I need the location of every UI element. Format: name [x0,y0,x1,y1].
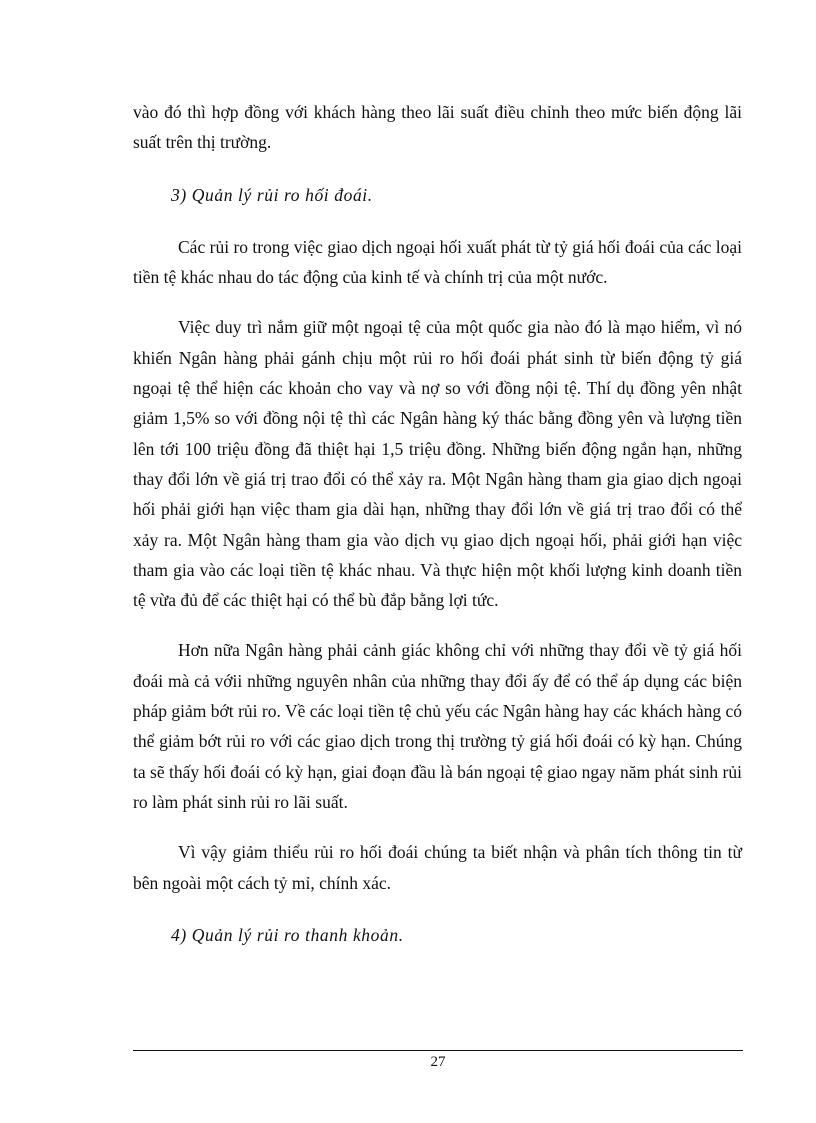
page-body [133,97,742,950]
paragraph-vigilance: Hơn nữa Ngân hàng phải cảnh giác không chỉ với những thay đổi về tỷ giá hối đoái mà cả vớii những nguyên nhân của những thay đổi ấy để có thể áp dụng các biện pháp giảm bớt rủi ro. Về các loại tiền tệ chủ yếu các Ngân hàng hay các khách hàng có thể giảm bớt rủi ro với các giao dịch trong thị trường tỷ giá hối đoái có kỳ hạn. Chúng ta sẽ thấy hối đoái có kỳ hạn, giai đoạn đầu là bán ngoại tệ giao ngay năm phát sinh rủi ro làm phát sinh rủi ro lãi suất. [133,640,742,812]
paragraph-foreign-currency: Việc duy trì nắm giữ một ngoại tệ của một quốc gia nào đó là mạo hiểm, vì nó khiến Ngân hàng phải gánh chịu một rủi ro hối đoái phát sinh từ biến động tỷ giá ngoại tệ thể hiện các khoản cho vay và nợ so với đồng nội tệ. Thí dụ đồng yên nhật giảm 1,5% so với đồng nội tệ thì các Ngân hàng ký thác bằng đồng yên và lượng tiền lên tới 100 triệu đồng đã thiệt hại 1,5 triệu đồng. Những biến động ngắn hạn, những thay đổi lớn về giá trị trao đổi có thể xảy ra. Một Ngân hàng tham gia giao dịch ngoại hối phải giới hạn việc tham gia dài hạn, những thay đổi lớn về giá trị trao đổi có thể xảy ra. Một Ngân hàng tham gia vào dịch vụ giao dịch ngoại hối, phải giới hạn việc tham gia vào các loại tiền tệ khác nhau. Và thực hiện một khối lượng kinh doanh tiền tệ vừa đủ để các thiệt hại có thể bù đắp bằng lợi tức. [133,317,742,611]
spacer [133,898,742,920]
page-number: 27 [430,1054,446,1070]
section-heading-3: 3) Quản lý rủi ro hối đoái. [171,184,373,205]
spacer [133,615,742,635]
section-heading-4: 4) Quản lý rủi ro thanh khoản. [171,924,404,945]
footer-divider [133,1050,743,1051]
spacer [133,817,742,837]
spacer [133,292,742,312]
spacer [133,158,742,180]
paragraph-continuation: vào đó thì hợp đồng với khách hàng theo lãi suất điều chỉnh theo mức biến động lãi suất trên thị trường. [133,102,742,153]
spacer [133,210,742,232]
paragraph-conclusion: Vì vậy giảm thiểu rủi ro hối đoái chúng ta biết nhận và phân tích thông tin từ bên ngoài một cách tỷ mỉ, chính xác. [133,842,742,893]
paragraph-risk-source: Các rủi ro trong việc giao dịch ngoại hối xuất phát từ tỷ giá hối đoái của các loại tiền tệ khác nhau do tác động của kinh tế và chính trị của một nước. [133,236,742,288]
